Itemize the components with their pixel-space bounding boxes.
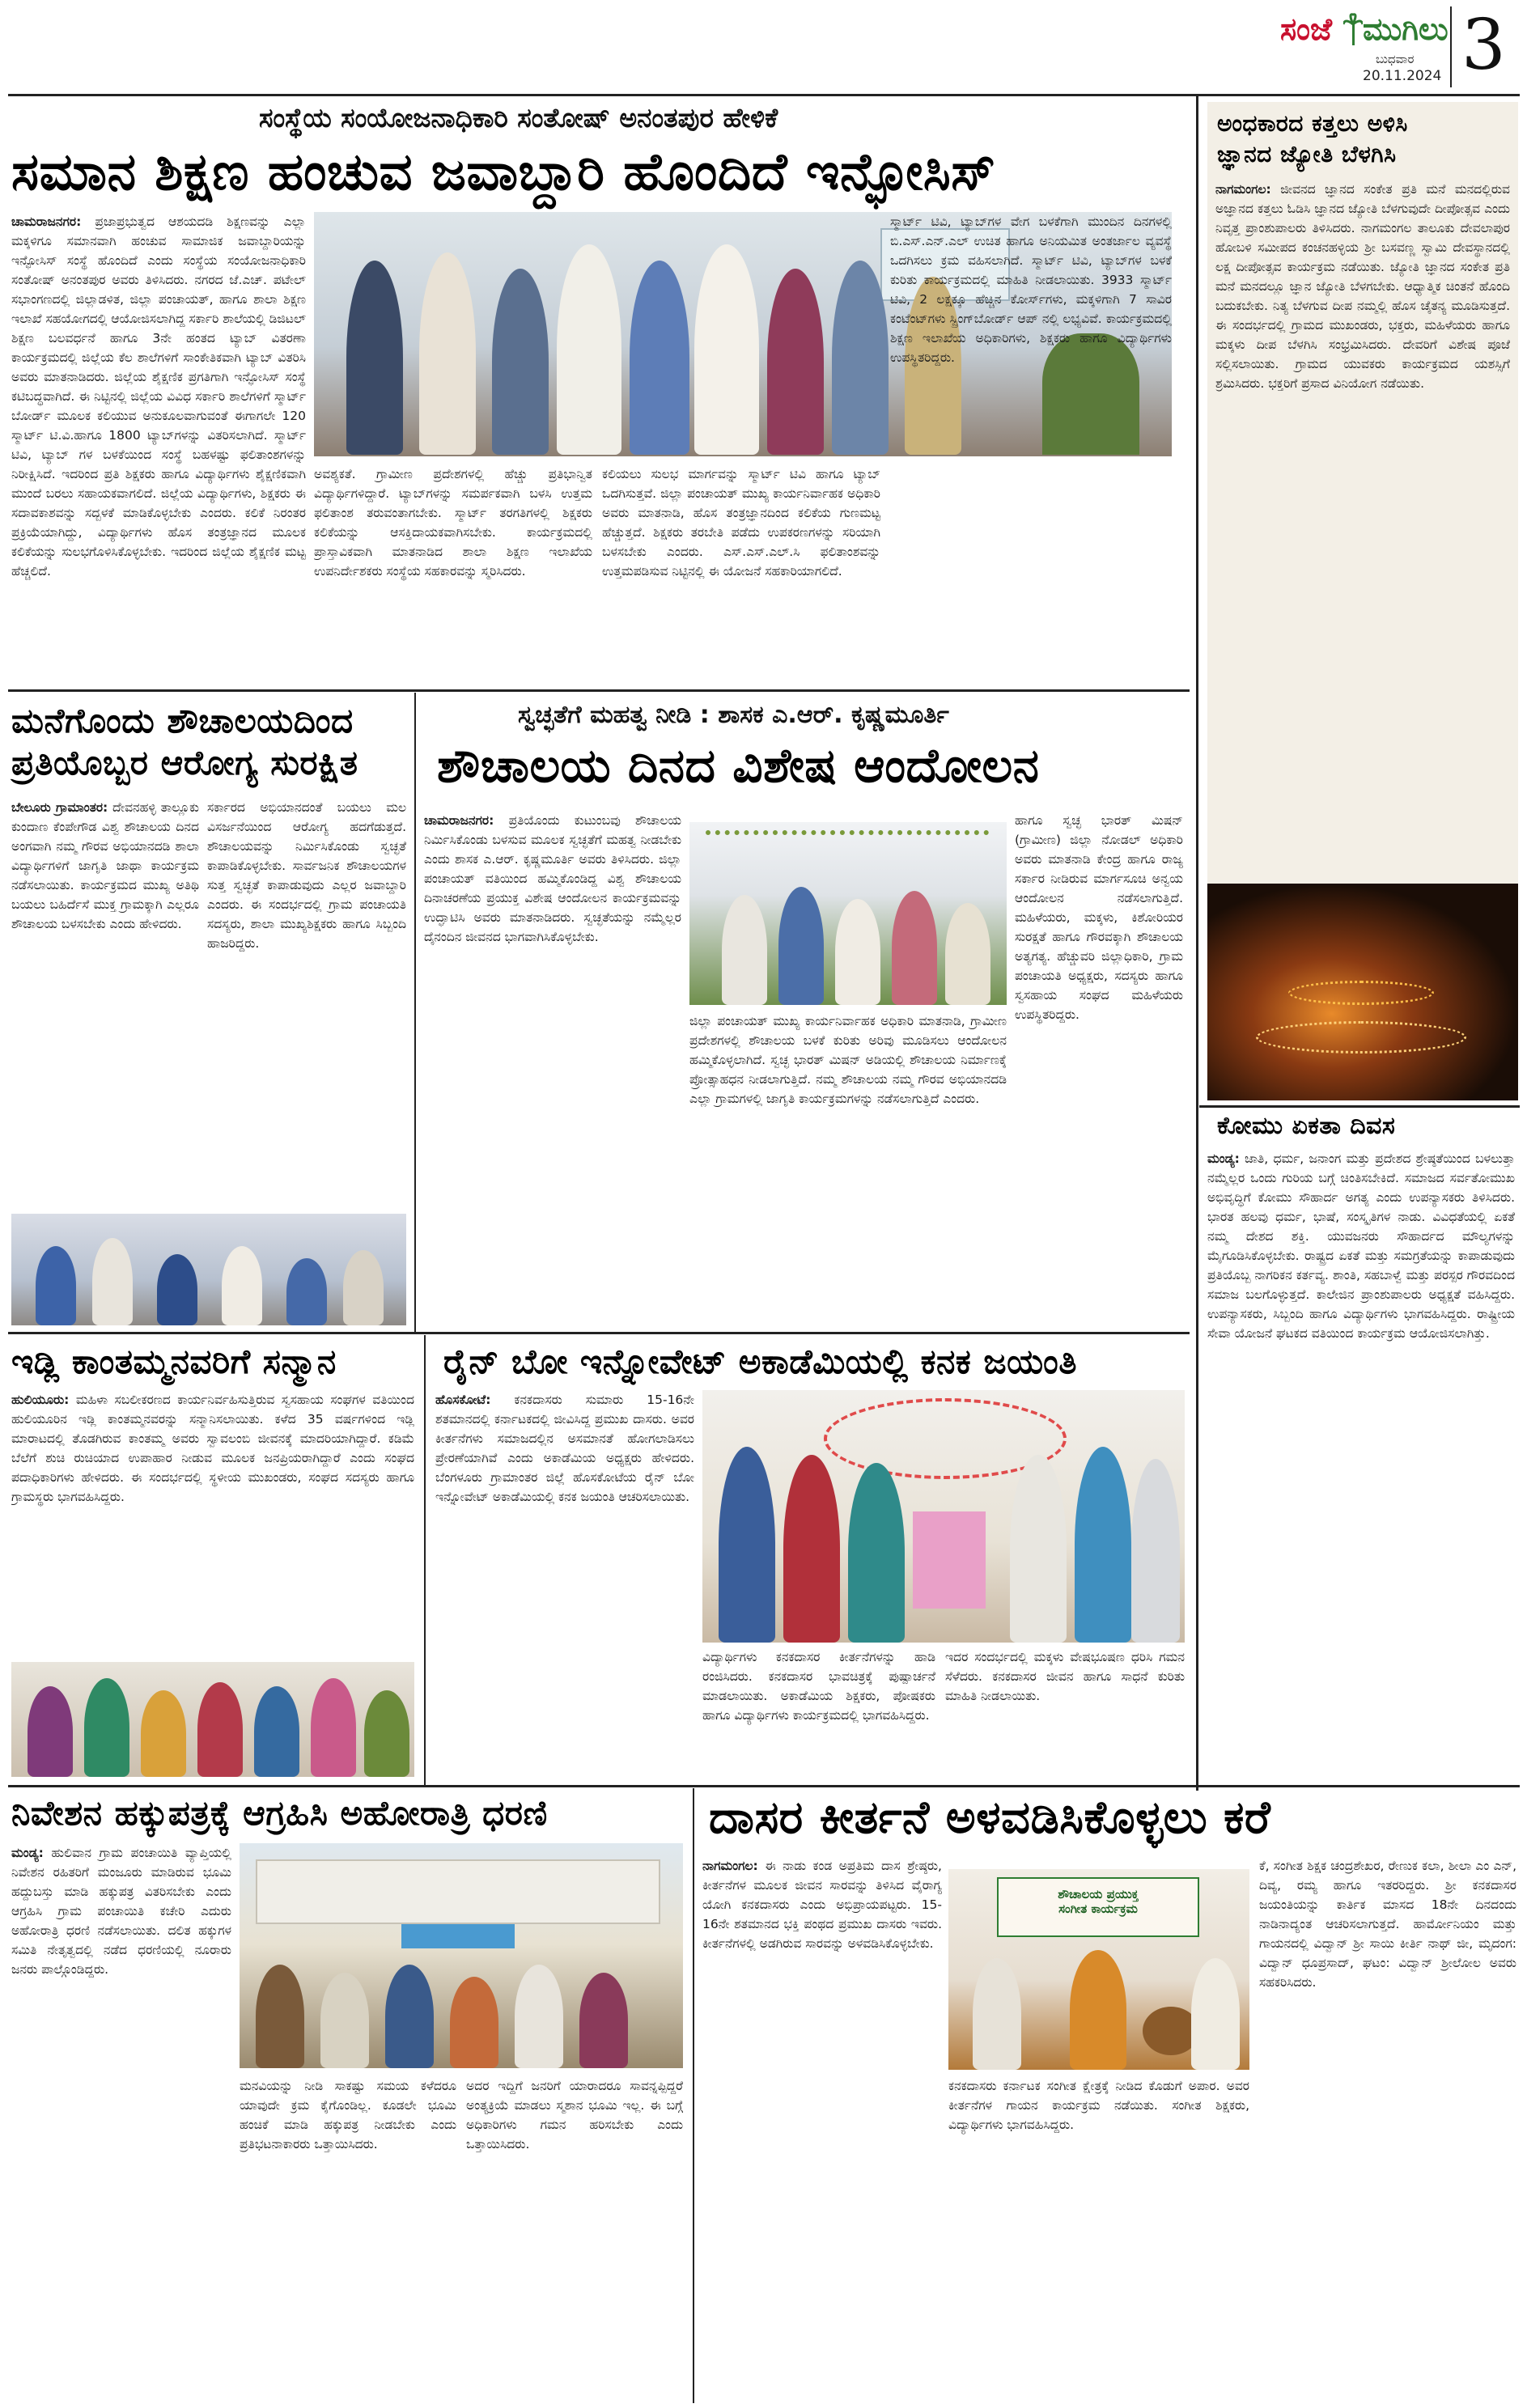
protest-headline: ನಿವೇಶನ ಹಕ್ಕುಪತ್ರಕ್ಕೆ ಆಗ್ರಹಿಸಿ ಅಹೋರಾತ್ರಿ ಧರಣಿ — [11, 1793, 548, 1833]
rainbow-text-3: ಇದರ ಸಂದರ್ಭದಲ್ಲಿ ಮಕ್ಕಳು ವೇಷಭೂಷಣ ಧರಿಸಿ ಗಮನ ಸೆಳೆದರು. ಕನಕದಾಸರ ಜೀವನ ಹಾಗೂ ಸಾಧನೆ ಕುರಿತು ಮಾಹಿತಿ ನೀಡಲಾಯಿತು. — [945, 1650, 1185, 1703]
clean-photo — [689, 822, 1007, 1005]
rule-sidebar-mid — [1199, 1105, 1520, 1108]
sidebar-body — [1215, 180, 1510, 952]
protest-photo — [240, 1843, 683, 2068]
sidebar-photo-lamps — [1207, 884, 1518, 1100]
sidebar-text: ಜೀವನದ ಜ್ಞಾನದ ಸಂಕೇತ ಪ್ರತಿ ಮನೆ ಮನದಲ್ಲಿರುವ ಅಜ್ಞಾನದ ಕತ್ತಲು ಓಡಿಸಿ ಜ್ಞಾನದ ಜ್ಯೋತಿ ಬೆಳಗುವುದೇ ದೀಪೋತ್ಸವ ಎಂದು ನಿವೃತ್ತ ಪ್ರಾಂಶುಪಾಲರು ತಿಳಿಸಿದರು. ನಾಗಮಂಗಲ ತಾಲೂಕು ದೇವಲಾಪುರ ಹೋಬಳಿ ಸಮೀಪದ ಕಂಚನಹಳ್ಳಿಯ ಶ್ರೀ ಬಸವಣ್ಣ ಸ್ವಾಮಿ ದೇವಸ್ಥಾನದಲ್ಲಿ ಲಕ್ಷ ದೀಪೋತ್ಸವ ಕಾರ್ಯಕ್ರಮ ನಡೆಯಿತು. ಜ್ಯೋತಿ ಜ್ಞಾನದ ಸಂಕೇತ ಪ್ರತಿ ಮನೆ ಮನದಲ್ಲೂ ಜ್ಞಾನ ಜ್ಯೋತಿ ಬೆಳಗಬೇಕು. ಆಧ್ಯಾತ್ಮಿಕ ಚಿಂತನೆ ಹೊಂದಿ ಬದುಕಬೇಕು. ನಿತ್ಯ ಬೆಳಗುವ ದೀಪ ನಮ್ಮಲ್ಲಿ ಹೊಸ ಚೈತನ್ಯ ಮೂಡಿಸುತ್ತದೆ. ಈ ಸಂದರ್ಭದಲ್ಲಿ ಗ್ರಾಮದ ಮುಖಂಡರು, ಭಕ್ತರು, ಮಹಿಳೆಯರು ಹಾಗೂ ಮಕ್ಕಳು ದೀಪ ಬೆಳಗಿಸಿ ಸಂಭ್ರಮಿಸಿದರು. ದೇವರಿಗೆ ವಿಶೇಷ ಪೂಜೆ ಸಲ್ಲಿಸಲಾಯಿತು. ಗ್ರಾಮದ ಯುವಕರು ಕಾರ್ಯಕ್ರಮದ ಯಶಸ್ಸಿಗೆ ಶ್ರಮಿಸಿದರು. ಭಕ್ತರಿಗೆ ಪ್ರಸಾದ ವಿನಿಯೋಗ ನಡೆಯಿತು. — [1215, 182, 1510, 391]
brand-logo — [1279, 11, 1449, 53]
lead-col-4 — [890, 212, 1172, 680]
rule-lead-bottom — [8, 689, 1190, 692]
sidebar-headline-2: ಜ್ಞಾನದ ಜ್ಯೋತಿ ಬೆಳಗಿಸಿ — [1217, 141, 1397, 167]
idli-body — [11, 1390, 414, 1657]
protest-col-2 — [240, 2076, 456, 2402]
dasa-text-1: ಈ ನಾಡು ಕಂಡ ಅಪ್ರತಿಮ ದಾಸ ಶ್ರೇಷ್ಠರು, ಕೀರ್ತನೆಗಳ ಮೂಲಕ ಜೀವನ ಸಾರವನ್ನು ತಿಳಿಸಿದ ವೈರಾಗ್ಯ ಯೋಗಿ ಕನಕದಾಸರು ಎಂದು ಅಭಿಪ್ರಾಯಪಟ್ಟರು. 15-16ನೇ ಶತಮಾನದ ಭಕ್ತಿ ಪಂಥದ ಪ್ರಮುಖ ದಾಸರು ಇವರು. ಕೀರ್ತನೆಗಳಲ್ಲಿ ಅಡಗಿರುವ ಸಾರವನ್ನು ಅಳವಡಿಸಿಕೊಳ್ಳಬೇಕು. — [702, 1859, 942, 1951]
lead-headline: ಸಮಾನ ಶಿಕ್ಷಣ ಹಂಚುವ ಜವಾಬ್ದಾರಿ ಹೊಂದಿದೆ ಇನ್ಫೋಸಿಸ್ — [11, 142, 996, 202]
masthead-day: ಬುಧವಾರ — [1376, 52, 1415, 66]
rainbow-col-3 — [945, 1647, 1185, 1778]
harmony-body — [1207, 1149, 1515, 1780]
clean-col-2 — [689, 1011, 1007, 1325]
protest-col-3 — [466, 2076, 683, 2402]
toilet-dateline: ಬೇಲೂರು ಗ್ರಾಮಾಂತರ: — [11, 800, 108, 815]
harmony-dateline: ಮಂಡ್ಯ: — [1207, 1151, 1240, 1166]
palm-icon — [1343, 13, 1363, 45]
rule-protest-right — [693, 1788, 694, 2403]
rainbow-col-1 — [435, 1390, 694, 1778]
dasa-text-3: ಕೆ, ಸಂಗೀತ ಶಿಕ್ಷಕ ಚಂದ್ರಶೇಖರ, ರೇಣುಕ ಕಲಾ, ಶೀಲಾ ಎಂ ಎನ್, ದಿವ್ಯ, ರಮ್ಯ ಹಾಗೂ ಇತರರಿದ್ದರು. ಶ್ರೀ ಕನಕದಾಸರ ಜಯಂತಿಯನ್ನು ಕಾರ್ತಿಕ ಮಾಸದ 18ನೇ ದಿನದಂದು ನಾಡಿನಾದ್ಯಂತ ಆಚರಿಸಲಾಗುತ್ತದೆ. ಹಾರ್ಮೋನಿಯಂ ಮತ್ತು ಗಾಯನದಲ್ಲಿ ವಿದ್ವಾನ್ ಶ್ರೀ ಸಾಯಿ ಕೀರ್ತಿ ನಾಥ್ ಜೀ, ಮೃದಂಗ: ವಿದ್ವಾನ್ ಧೂಪ್ರಸಾದ್, ಘಟಂ: ವಿದ್ವಾನ್ ಶ್ರೀಲೋಲ ಅವರು ಸಹಕರಿಸಿದರು. — [1259, 1859, 1516, 1990]
lead-col-3 — [602, 464, 880, 680]
protest-dateline: ಮಂಡ್ಯ: — [11, 1846, 44, 1860]
toilet-text-1: ದೇವನಹಳ್ಳಿ ತಾಲ್ಲೂಕು ಕುಂದಾಣ ಕೆಂಪೇಗೌಡ ವಿಶ್ವ ಶೌಚಾಲಯ ದಿನದ ಅಂಗವಾಗಿ ನಮ್ಮ ಗೌರವ ಅಭಿಯಾನದಡಿ ಶಾಲಾ ವಿದ್ಯಾರ್ಥಿಗಳಿಗೆ ಜಾಗೃತಿ ಜಾಥಾ ಕಾರ್ಯಕ್ರಮ ನಡೆಸಲಾಯಿತು. ಕಾರ್ಯಕ್ರಮದ ಮುಖ್ಯ ಅತಿಥಿ ಬಯಲು ಬಹಿರ್ದೆಸೆ ಮುಕ್ತ ಗ್ರಾಮಕ್ಕಾಗಿ ಎಲ್ಲರೂ ಶೌಚಾಲಯ ಬಳಸಬೇಕು ಎಂದು ಹೇಳಿದರು. — [11, 800, 199, 931]
brand-left: ಸಂಜೆ — [1280, 11, 1333, 47]
rainbow-col-2 — [702, 1647, 935, 1778]
clean-dateline: ಚಾಮರಾಜನಗರ: — [424, 813, 494, 828]
rule-idli-right — [424, 1335, 426, 1785]
clean-text-2: ಜಿಲ್ಲಾ ಪಂಚಾಯತ್ ಮುಖ್ಯ ಕಾರ್ಯನಿರ್ವಾಹಕ ಅಧಿಕಾರಿ ಮಾತನಾಡಿ, ಗ್ರಾಮೀಣ ಪ್ರದೇಶಗಳಲ್ಲಿ ಶೌಚಾಲಯ ಬಳಕೆ ಕುರಿತು ಅರಿವು ಮೂಡಿಸಲು ಆಂದೋಲನ ಹಮ್ಮಿಕೊಳ್ಳಲಾಗಿದೆ. ಸ್ವಚ್ಛ ಭಾರತ್ ಮಿಷನ್ ಅಡಿಯಲ್ಲಿ ಶೌಚಾಲಯ ನಿರ್ಮಾಣಕ್ಕೆ ಪ್ರೋತ್ಸಾಹಧನ ನೀಡಲಾಗುತ್ತಿದೆ. ನಮ್ಮ ಶೌಚಾಲಯ ನಮ್ಮ ಗೌರವ ಅಭಿಯಾನದಡಿ ಎಲ್ಲಾ ಗ್ರಾಮಗಳಲ್ಲಿ ಜಾಗೃತಿ ಕಾರ್ಯಕ್ರಮಗಳನ್ನು ನಡೆಸಲಾಗುತ್ತಿದೆ ಎಂದರು. — [689, 1014, 1007, 1106]
clean-col-3 — [1015, 811, 1183, 1325]
masthead-date: 20.11.2024 — [1363, 68, 1442, 84]
rule-mid-1 — [8, 1332, 1190, 1334]
protest-col-1 — [11, 1843, 231, 2402]
harmony-text: ಜಾತಿ, ಧರ್ಮ, ಜನಾಂಗ ಮತ್ತು ಪ್ರದೇಶದ ಶ್ರೇಷ್ಠತೆಯಿಂದ ಬಳಲುತ್ತಾ ನಮ್ಮೆಲ್ಲರ ಒಂದು ಗುರಿಯ ಬಗ್ಗೆ ಚಿಂತಿಸಬೇಕಿದೆ. ಸಮಾಜದ ಸರ್ವತೋಮುಖ ಅಭಿವೃದ್ಧಿಗೆ ಕೋಮು ಸೌಹಾರ್ದ ಅಗತ್ಯ ಎಂದು ಉಪನ್ಯಾಸಕರು ತಿಳಿಸಿದರು. ಭಾರತ ಹಲವು ಧರ್ಮ, ಭಾಷೆ, ಸಂಸ್ಕೃತಿಗಳ ನಾಡು. ವಿವಿಧತೆಯಲ್ಲಿ ಏಕತೆ ನಮ್ಮ ದೇಶದ ಶಕ್ತಿ. ಯುವಜನರು ಸೌಹಾರ್ದದ ಮೌಲ್ಯಗಳನ್ನು ಮೈಗೂಡಿಸಿಕೊಳ್ಳಬೇಕು. ರಾಷ್ಟ್ರದ ಏಕತೆ ಮತ್ತು ಸಮಗ್ರತೆಯನ್ನು ಕಾಪಾಡುವುದು ಪ್ರತಿಯೊಬ್ಬ ನಾಗರಿಕನ ಕರ್ತವ್ಯ. ಶಾಂತಿ, ಸಹಬಾಳ್ವೆ ಮತ್ತು ಪರಸ್ಪರ ಗೌರವದಿಂದ ಸಮಾಜ ಬಲಗೊಳ್ಳುತ್ತದೆ. ಕಾಲೇಜಿನ ಪ್ರಾಂಶುಪಾಲರು ಅಧ್ಯಕ್ಷತೆ ವಹಿಸಿದ್ದರು. ಉಪನ್ಯಾಸಕರು, ಸಿಬ್ಬಂದಿ ಹಾಗೂ ವಿದ್ಯಾರ್ಥಿಗಳು ಭಾಗವಹಿಸಿದ್ದರು. ರಾಷ್ಟ್ರೀಯ ಸೇವಾ ಯೋಜನೆ ಘಟಕದ ವತಿಯಿಂದ ಕಾರ್ಯಕ್ರಮ ಆಯೋಜಿಸಲಾಗಿತ್ತು. — [1207, 1151, 1515, 1341]
idli-text: ಮಹಿಳಾ ಸಬಲೀಕರಣದ ಕಾರ್ಯನಿರ್ವಹಿಸುತ್ತಿರುವ ಸ್ವಸಹಾಯ ಸಂಘಗಳ ವತಿಯಿಂದ ಹುಲಿಯೂರಿನ ಇಡ್ಲಿ ಕಾಂತಮ್ಮನವರನ್ನು ಸನ್ಮಾನಿಸಲಾಯಿತು. ಕಳೆದ 35 ವರ್ಷಗಳಿಂದ ಇಡ್ಲಿ ಮಾರಾಟದಲ್ಲಿ ತೊಡಗಿರುವ ಕಾಂತಮ್ಮ ಅವರು ಸ್ವಾವಲಂಬಿ ಜೀವನಕ್ಕೆ ಮಾದರಿಯಾಗಿದ್ದಾರೆ. ಕಡಿಮೆ ಬೆಲೆಗೆ ಶುಚಿ ರುಚಿಯಾದ ಉಪಾಹಾರ ನೀಡುವ ಮೂಲಕ ಜನಪ್ರಿಯರಾಗಿದ್ದಾರೆ ಎಂದು ಸಂಘದ ಪದಾಧಿಕಾರಿಗಳು ಹೇಳಿದರು. ಈ ಸಂದರ್ಭದಲ್ಲಿ ಸ್ಥಳೀಯ ಮುಖಂಡರು, ಸಂಘದ ಸದಸ್ಯರು ಹಾಗೂ ಗ್ರಾಮಸ್ಥರು ಭಾಗವಹಿಸಿದ್ದರು. — [11, 1393, 414, 1504]
rainbow-photo — [702, 1390, 1185, 1643]
rainbow-text-1: ಕನಕದಾಸರು ಸುಮಾರು 15-16ನೇ ಶತಮಾನದಲ್ಲಿ ಕರ್ನಾಟಕದಲ್ಲಿ ಜೀವಿಸಿದ್ದ ಪ್ರಮುಖ ದಾಸರು. ಅವರ ಕೀರ್ತನೆಗಳು ಸಮಾಜದಲ್ಲಿನ ಅಸಮಾನತೆ ಹೋಗಲಾಡಿಸಲು ಪ್ರೇರಣೆಯಾಗಿವೆ ಎಂದು ಅಕಾಡೆಮಿಯ ಅಧ್ಯಕ್ಷರು ಹೇಳಿದರು. ಬೆಂಗಳೂರು ಗ್ರಾಮಾಂತರ ಜಿಲ್ಲೆ ಹೊಸಕೋಟೆಯ ರೈನ್ ಬೋ ಇನ್ನೋವೇಟ್ ಅಕಾಡೆಮಿಯಲ್ಲಿ ಕನಕ ಜಯಂತಿ ಆಚರಿಸಲಾಯಿತು. — [435, 1393, 694, 1504]
lead-text-4: ಸ್ಮಾರ್ಟ್ ಟಿವಿ, ಟ್ಯಾಬ್‌ಗಳ ವೇಗ ಬಳಕೆಗಾಗಿ ಮುಂದಿನ ದಿನಗಳಲ್ಲಿ ಬಿ.ಎಸ್.ಎನ್.ಎಲ್ ಉಚಿತ ಹಾಗೂ ಅನಿಯಮಿತ ಅಂತರ್ಜಾಲ ವ್ಯವಸ್ಥೆ ಒದಗಿಸಲು ಕ್ರಮ ವಹಿಸಲಾಗಿದೆ. ಸ್ಮಾರ್ಟ್ ಟಿವಿ, ಟ್ಯಾಬ್‌ಗಳ ಬಳಕೆ ಕುರಿತು ಕಾರ್ಯಕ್ರಮದಲ್ಲಿ ಮಾಹಿತಿ ನೀಡಲಾಯಿತು. 3933 ಸ್ಮಾರ್ಟ್ ಟಿವಿ, 2 ಲಕ್ಷಕ್ಕೂ ಹೆಚ್ಚಿನ ಕೋರ್ಸ್‌ಗಳು, ಮಕ್ಕಳಿಗಾಗಿ 7 ಸಾವಿರ ಕಂಟೆಂಟ್‌ಗಳು ಸ್ಪ್ರಿಂಗ್‌ಬೋರ್ಡ್ ಆಪ್ ನಲ್ಲಿ ಲಭ್ಯವಿವೆ. ಕಾರ್ಯಕ್ರಮದಲ್ಲಿ ಶಿಕ್ಷಣ ಇಲಾಖೆಯ ಅಧಿಕಾರಿಗಳು, ಶಿಕ್ಷಕರು ಹಾಗೂ ವಿದ್ಯಾರ್ಥಿಗಳು ಉಪಸ್ಥಿತರಿದ್ದರು. — [890, 214, 1172, 365]
sidebar-headline-1: ಅಂಧಕಾರದ ಕತ್ತಲು ಅಳಿಸಿ — [1217, 110, 1408, 137]
toilet-col-2 — [207, 798, 406, 1209]
dasa-text-2: ಕನಕದಾಸರು ಕರ್ನಾಟಕ ಸಂಗೀತ ಕ್ಷೇತ್ರಕ್ಕೆ ನೀಡಿದ ಕೊಡುಗೆ ಅಪಾರ. ಅವರ ಕೀರ್ತನೆಗಳ ಗಾಯನ ಕಾರ್ಯಕ್ರಮ ನಡೆಯಿತು. ಸಂಗೀತ ಶಿಕ್ಷಕರು, ವಿದ್ಯಾರ್ಥಿಗಳು ಭಾಗವಹಿಸಿದ್ದರು. — [948, 2079, 1249, 2132]
dasa-banner-line-2: ಸಂಗೀತ ಕಾರ್ಯಕ್ರಮ — [1058, 1901, 1138, 1916]
lead-text-1: ಪ್ರಜಾಪ್ರಭುತ್ವದ ಆಶಯದಡಿ ಶಿಕ್ಷಣವನ್ನು ಎಲ್ಲಾ ಮಕ್ಕಳಿಗೂ ಸಮಾನವಾಗಿ ಹಂಚುವ ಸಾಮಾಜಿಕ ಜವಾಬ್ದಾರಿಯನ್ನು ಇನ್ಫೋಸಿಸ್ ಸಂಸ್ಥೆ ಹೊಂದಿದೆ ಎಂದು ಸಂಸ್ಥೆಯ ಸಂಯೋಜನಾಧಿಕಾರಿ ಸಂತೋಷ್ ಅನಂತಪುರ ಅವರು ತಿಳಿಸಿದರು. ನಗರದ ಜೆ.ಎಚ್. ಪಟೇಲ್ ಸಭಾಂಗಣದಲ್ಲಿ ಜಿಲ್ಲಾಡಳಿತ, ಜಿಲ್ಲಾ ಪಂಚಾಯತ್, ಹಾಗೂ ಶಾಲಾ ಶಿಕ್ಷಣ ಇಲಾಖೆ ಸಹಯೋಗದಲ್ಲಿ ಆಯೋಜಿಸಲಾಗಿದ್ದ ಸರ್ಕಾರಿ ಶಾಲೆಯಲ್ಲಿ ಡಿಜಿಟಲ್ ಶಿಕ್ಷಣ ಬಲವರ್ಧನೆ ಹಾಗೂ 3ನೇ ಹಂತದ ಟ್ಯಾಬ್ ವಿತರಣಾ ಕಾರ್ಯಕ್ರಮದಲ್ಲಿ ಜಿಲ್ಲೆಯ ಕೆಲ ಶಾಲೆಗಳಿಗೆ ಸಾಂಕೇತಿಕವಾಗಿ ಟ್ಯಾಬ್ ವಿತರಿಸಿ ಅವರು ಮಾತನಾಡಿದರು. ಜಿಲ್ಲೆಯ ಶೈಕ್ಷಣಿಕ ಪ್ರಗತಿಗಾಗಿ ಇನ್ಫೋಸಿಸ್ ಸಂಸ್ಥೆ ಕಟಿಬದ್ಧವಾಗಿದೆ. ಈ ನಿಟ್ಟಿನಲ್ಲಿ ಜಿಲ್ಲೆಯ ವಿವಿಧ ಸರ್ಕಾರಿ ಶಾಲೆಗಳಿಗೆ ಸ್ಮಾರ್ಟ್ ಬೋರ್ಡ್ ಮೂಲಕ ಕಲಿಯುವ ಅನುಕೂಲವಾಗುವಂತೆ ಈಗಾಗಲೇ 120 ಸ್ಮಾರ್ಟ್ ಟಿ.ವಿ.ಹಾಗೂ 1800 ಟ್ಯಾಬ್‌ಗಳನ್ನು ವಿತರಿಸಲಾಗಿದೆ. ಸ್ಮಾರ್ಟ್ ಟಿವಿ, ಟ್ಯಾಬ್ ಗಳ ಬಳಕೆಯಿಂದ ಸಂಸ್ಥೆ ಬಹಳಷ್ಟು ಫಲಿತಾಂಶಗಳನ್ನು ನಿರೀಕ್ಷಿಸಿದೆ. ಇದರಿಂದ ಪ್ರತಿ ಶಿಕ್ಷಕರು ಹಾಗೂ ವಿದ್ಯಾರ್ಥಿಗಳು ಶೈಕ್ಷಣಿಕವಾಗಿ ಮುಂದೆ ಬರಲು ಸಹಾಯಕವಾಗಲಿದೆ. ಜಿಲ್ಲೆಯ ವಿದ್ಯಾರ್ಥಿಗಳು, ಶಿಕ್ಷಕರು ಈ ಸದಾವಕಾಶವನ್ನು ಸದ್ಬಳಕೆ ಮಾಡಿಕೊಳ್ಳಬೇಕು ಎಂದರು. ಕಲಿಕೆ ನಿರಂತರ ಪ್ರಕ್ರಿಯೆಯಾಗಿದ್ದು, ವಿದ್ಯಾರ್ಥಿಗಳು ಹೊಸ ತಂತ್ರಜ್ಞಾನದ ಮೂಲಕ ಕಲಿಕೆಯನ್ನು ಸುಲಭಗೊಳಿಸಿಕೊಳ್ಳಬೇಕು. ಇದರಿಂದ ಜಿಲ್ಲೆಯ ಶೈಕ್ಷಣಿಕ ಮಟ್ಟ ಹೆಚ್ಚಲಿದೆ. — [11, 214, 306, 579]
rule-right-column — [1196, 96, 1198, 1791]
toilet-col-1 — [11, 798, 199, 1209]
clean-headline: ಶೌಚಾಲಯ ದಿನದ ವಿಶೇಷ ಆಂದೋಲನ — [437, 738, 1040, 793]
dasa-col-3 — [1259, 1856, 1516, 2402]
idli-dateline: ಹುಲಿಯೂರು: — [11, 1393, 70, 1407]
clean-text-1: ಪ್ರತಿಯೊಂದು ಕುಟುಂಬವು ಶೌಚಾಲಯ ನಿರ್ಮಿಸಿಕೊಂಡು ಬಳಸುವ ಮೂಲಕ ಸ್ವಚ್ಛತೆಗೆ ಮಹತ್ವ ನೀಡಬೇಕು ಎಂದು ಶಾಸಕ ಎ.ಆರ್. ಕೃಷ್ಣಮೂರ್ತಿ ಅವರು ತಿಳಿಸಿದರು. ಜಿಲ್ಲಾ ಪಂಚಾಯತ್ ವತಿಯಿಂದ ಹಮ್ಮಿಕೊಂಡಿದ್ದ ವಿಶ್ವ ಶೌಚಾಲಯ ದಿನಾಚರಣೆಯ ಪ್ರಯುಕ್ತ ವಿಶೇಷ ಆಂದೋಲನ ಕಾರ್ಯಕ್ರಮವನ್ನು ಉದ್ಘಾಟಿಸಿ ಅವರು ಮಾತನಾಡಿದರು. ಸ್ವಚ್ಛತೆಯನ್ನು ನಮ್ಮೆಲ್ಲರ ದೈನಂದಿನ ಜೀವನದ ಭಾಗವಾಗಿಸಿಕೊಳ್ಳಬೇಕು. — [424, 813, 681, 944]
toilet-photo — [11, 1214, 406, 1325]
masthead-divider — [1450, 6, 1452, 87]
dasa-banner-line-1: ಶೌಚಾಲಯ ಪ್ರಯುಕ್ತ — [1058, 1887, 1139, 1901]
clean-col-1 — [424, 811, 681, 1325]
masthead — [1279, 6, 1521, 91]
idli-headline: ಇಡ್ಲಿ ಕಾಂತಮ್ಮನವರಿಗೆ ಸನ್ಮಾನ — [11, 1342, 337, 1381]
rule-toilet-right — [414, 693, 416, 1332]
dasa-dateline: ನಾಗಮಂಗಲ: — [702, 1859, 758, 1873]
page-number: 3 — [1461, 5, 1506, 86]
harmony-headline: ಕೋಮು ಏಕತಾ ದಿವಸ — [1217, 1112, 1396, 1140]
idli-photo — [11, 1662, 414, 1777]
toilet-headline-1: ಮನೆಗೊಂದು ಶೌಚಾಲಯದಿಂದ — [11, 701, 354, 740]
rainbow-text-2: ವಿದ್ಯಾರ್ಥಿಗಳು ಕನಕದಾಸರ ಕೀರ್ತನೆಗಳನ್ನು ಹಾಡಿ ರಂಜಿಸಿದರು. ಕನಕದಾಸರ ಭಾವಚಿತ್ರಕ್ಕೆ ಪುಷ್ಪಾರ್ಚನೆ ಮಾಡಲಾಯಿತು. ಅಕಾಡೆಮಿಯ ಶಿಕ್ಷಕರು, ಪೋಷಕರು ಹಾಗೂ ವಿದ್ಯಾರ್ಥಿಗಳು ಕಾರ್ಯಕ್ರಮದಲ್ಲಿ ಭಾಗವಹಿಸಿದ್ದರು. — [702, 1650, 935, 1723]
lead-text-2: ಅವಶ್ಯಕತೆ. ಗ್ರಾಮೀಣ ಪ್ರದೇಶಗಳಲ್ಲಿ ಹೆಚ್ಚು ಪ್ರತಿಭಾನ್ವಿತ ವಿದ್ಯಾರ್ಥಿಗಳಿದ್ದಾರೆ. ಟ್ಯಾಬ್‌ಗಳನ್ನು ಸಮರ್ಪಕವಾಗಿ ಬಳಸಿ ಉತ್ತಮ ಫಲಿತಾಂಶ ತರುವಂತಾಗಬೇಕು. ಸ್ಮಾರ್ಟ್ ತರಗತಿಗಳಲ್ಲಿ ಶಿಕ್ಷಕರು ಕಲಿಕೆಯನ್ನು ಆಸಕ್ತಿದಾಯಕವಾಗಿಸಬೇಕು. ಕಾರ್ಯಕ್ರಮದಲ್ಲಿ ಪ್ರಾಸ್ತಾವಿಕವಾಗಿ ಮಾತನಾಡಿದ ಶಾಲಾ ಶಿಕ್ಷಣ ಇಲಾಖೆಯ ಉಪನಿರ್ದೇಶಕರು ಸಂಸ್ಥೆಯ ಸಹಕಾರವನ್ನು ಸ್ಮರಿಸಿದರು. — [314, 467, 592, 579]
rainbow-dateline: ಹೊಸಕೋಟೆ: — [435, 1393, 491, 1407]
dasa-banner — [997, 1877, 1199, 1937]
toilet-text-2: ಸರ್ಕಾರದ ಅಭಿಯಾನದಂತೆ ಬಯಲು ಮಲ ವಿಸರ್ಜನೆಯಿಂದ ಆರೋಗ್ಯ ಹದಗೆಡುತ್ತದೆ. ಶೌಚಾಲಯವನ್ನು ನಿರ್ಮಿಸಿಕೊಂಡು ಸ್ವಚ್ಛತೆ ಕಾಪಾಡಿಕೊಳ್ಳಬೇಕು. ಸಾರ್ವಜನಿಕ ಶೌಚಾಲಯಗಳ ಸುತ್ತ ಸ್ವಚ್ಛತೆ ಕಾಪಾಡುವುದು ಎಲ್ಲರ ಜವಾಬ್ದಾರಿ ಎಂದರು. ಈ ಸಂದರ್ಭದಲ್ಲಿ ಗ್ರಾಮ ಪಂಚಾಯತಿ ಸದಸ್ಯರು, ಶಾಲಾ ಮುಖ್ಯಶಿಕ್ಷಕರು ಹಾಗೂ ಸಿಬ್ಬಂದಿ ಹಾಜರಿದ್ದರು. — [207, 800, 406, 951]
rainbow-headline: ರೈನ್ ಬೋ ಇನ್ನೋವೇಟ್ ಅಕಾಡೆಮಿಯಲ್ಲಿ ಕನಕ ಜಯಂತಿ — [443, 1342, 1077, 1381]
dasa-col-1 — [702, 1856, 942, 2402]
rule-mid-2 — [8, 1785, 1520, 1787]
clean-text-3: ಹಾಗೂ ಸ್ವಚ್ಛ ಭಾರತ್ ಮಿಷನ್ (ಗ್ರಾಮೀಣ) ಜಿಲ್ಲಾ ನೋಡಲ್ ಅಧಿಕಾರಿ ಅವರು ಮಾತನಾಡಿ ಕೇಂದ್ರ ಹಾಗೂ ರಾಜ್ಯ ಸರ್ಕಾರ ನೀಡಿರುವ ಮಾರ್ಗಸೂಚಿ ಅನ್ವಯ ಆಂದೋಲನ ನಡೆಸಲಾಗುತ್ತಿದೆ. ಮಹಿಳೆಯರು, ಮಕ್ಕಳು, ಕಿಶೋರಿಯರ ಸುರಕ್ಷತೆ ಹಾಗೂ ಗೌರವಕ್ಕಾಗಿ ಶೌಚಾಲಯ ಅತ್ಯಗತ್ಯ. ಹೆಚ್ಚುವರಿ ಜಿಲ್ಲಾಧಿಕಾರಿ, ಗ್ರಾಮ ಪಂಚಾಯತಿ ಅಧ್ಯಕ್ಷರು, ಸದಸ್ಯರು ಹಾಗೂ ಸ್ವಸಹಾಯ ಸಂಘದ ಮಹಿಳೆಯರು ಉಪಸ್ಥಿತರಿದ್ದರು. — [1015, 813, 1183, 1022]
dasa-headline: ದಾಸರ ಕೀರ್ತನೆ ಅಳವಡಿಸಿಕೊಳ್ಳಲು ಕರೆ — [709, 1791, 1271, 1844]
lead-text-3: ಕಲಿಯಲು ಸುಲಭ ಮಾರ್ಗವನ್ನು ಸ್ಮಾರ್ಟ್ ಟಿವಿ ಹಾಗೂ ಟ್ಯಾಬ್ ಒದಗಿಸುತ್ತವೆ. ಜಿಲ್ಲಾ ಪಂಚಾಯತ್ ಮುಖ್ಯ ಕಾರ್ಯನಿರ್ವಾಹಕ ಅಧಿಕಾರಿ ಅವರು ಮಾತನಾಡಿ, ಹೊಸ ತಂತ್ರಜ್ಞಾನದಿಂದ ಕಲಿಕೆಯ ಗುಣಮಟ್ಟ ಹೆಚ್ಚುತ್ತದೆ. ಶಿಕ್ಷಕರು ತರಬೇತಿ ಪಡೆದು ಉಪಕರಣಗಳನ್ನು ಸರಿಯಾಗಿ ಬಳಸಬೇಕು ಎಂದರು. ಎಸ್.ಎಸ್.ಎಲ್.ಸಿ ಫಲಿತಾಂಶವನ್ನು ಉತ್ತಮಪಡಿಸುವ ನಿಟ್ಟಿನಲ್ಲಿ ಈ ಯೋಜನೆ ಸಹಕಾರಿಯಾಗಲಿದೆ. — [602, 467, 880, 579]
sidebar-dateline: ನಾಗಮಂಗಲ: — [1215, 182, 1271, 197]
lead-col-2 — [314, 464, 592, 680]
protest-text-1: ಹುಲಿವಾನ ಗ್ರಾಮ ಪಂಚಾಯಿತಿ ವ್ಯಾಪ್ತಿಯಲ್ಲಿ ನಿವೇಶನ ರಹಿತರಿಗೆ ಮಂಜೂರು ಮಾಡಿರುವ ಭೂಮಿ ಹದ್ದುಬಸ್ತು ಮಾಡಿ ಹಕ್ಕುಪತ್ರ ವಿತರಿಸಬೇಕು ಎಂದು ಆಗ್ರಹಿಸಿ ಗ್ರಾಮ ಪಂಚಾಯಿತಿ ಕಚೇರಿ ಎದುರು ಅಹೋರಾತ್ರಿ ಧರಣಿ ನಡೆಸಲಾಯಿತು. ದಲಿತ ಹಕ್ಕುಗಳ ಸಮಿತಿ ನೇತೃತ್ವದಲ್ಲಿ ನಡೆದ ಧರಣಿಯಲ್ಲಿ ನೂರಾರು ಜನರು ಪಾಲ್ಗೊಂಡಿದ್ದರು. — [11, 1846, 231, 1977]
lead-kicker: ಸಂಸ್ಥೆಯ ಸಂಯೋಜನಾಧಿಕಾರಿ ಸಂತೋಷ್ ಅನಂತಪುರ ಹೇಳಿಕೆ — [259, 102, 778, 134]
lead-col-1 — [11, 212, 306, 680]
sidebar-box — [1207, 102, 1518, 958]
top-rule — [8, 94, 1520, 96]
protest-text-3: ಅದರ ಇದ್ದಿಗೆ ಜನರಿಗೆ ಯಾರಾದರೂ ಸಾವನ್ನಪ್ಪಿದ್ದರೆ ಅಂತ್ಯಕ್ರಿಯೆ ಮಾಡಲು ಸ್ಮಶಾನ ಭೂಮಿ ಇಲ್ಲ. ಈ ಬಗ್ಗೆ ಅಧಿಕಾರಿಗಳು ಗಮನ ಹರಿಸಬೇಕು ಎಂದು ಒತ್ತಾಯಿಸಿದರು. — [466, 2079, 683, 2152]
lead-dateline: ಚಾಮರಾಜನಗರ: — [11, 214, 82, 229]
protest-text-2: ಮನವಿಯನ್ನು ನೀಡಿ ಸಾಕಷ್ಟು ಸಮಯ ಕಳೆದರೂ ಯಾವುದೇ ಕ್ರಮ ಕೈಗೊಂಡಿಲ್ಲ. ಕೂಡಲೇ ಭೂಮಿ ಹಂಚಿಕೆ ಮಾಡಿ ಹಕ್ಕುಪತ್ರ ನೀಡಬೇಕು ಎಂದು ಪ್ರತಿಭಟನಾಕಾರರು ಒತ್ತಾಯಿಸಿದರು. — [240, 2079, 456, 2152]
dasa-col-2 — [948, 2076, 1249, 2402]
toilet-headline-2: ಪ್ರತಿಯೊಬ್ಬರ ಆರೋಗ್ಯ ಸುರಕ್ಷಿತ — [11, 743, 358, 782]
clean-kicker: ಸ್ವಚ್ಛತೆಗೆ ಮಹತ್ವ ನೀಡಿ : ಶಾಸಕ ಎ.ಆರ್. ಕೃಷ್ಣಮೂರ್ತಿ — [518, 701, 949, 729]
dasa-photo — [948, 1869, 1249, 2070]
brand-right: ಮುಗಿಲು — [1363, 11, 1449, 47]
